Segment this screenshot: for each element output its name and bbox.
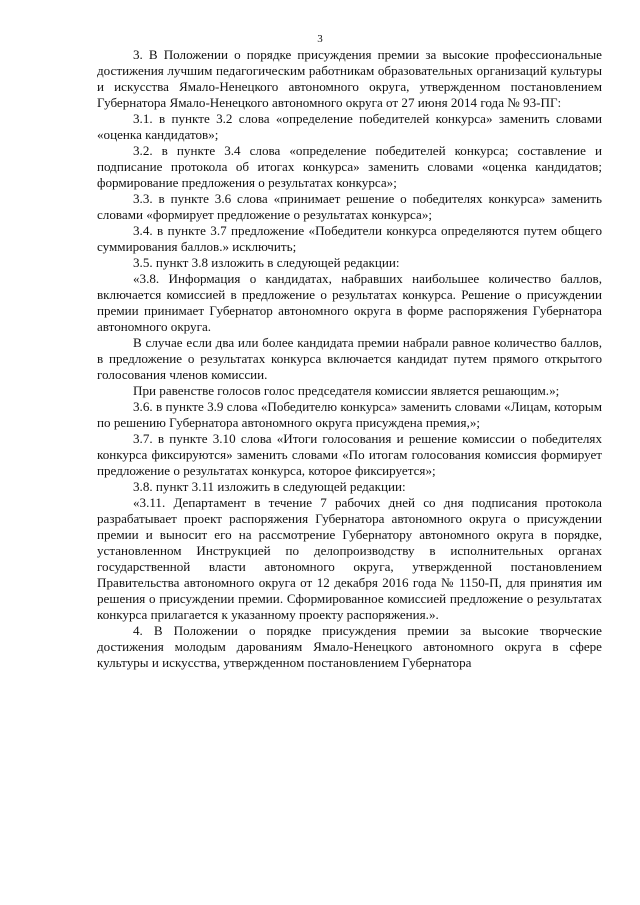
paragraph-3-7: 3.7. в пункте 3.10 слова «Итоги голосования и решение комиссии о победителях конкурса фиксируются» заменить словами «По итогам голосования комиссия формирует предложение о результатах конкурса, которое фиксируется»; [97,431,602,478]
quoted-paragraph-3-11: «3.11. Департамент в течение 7 рабочих дней со дня подписания протокола разрабатывает проект распоряжения Губернатора автономного округа о присуждении премии и выносит его на рассмотрение Губернатору автономного округа в порядке, установленном Инструкцией по делопроизводству в исполнительных органах государственной власти автономного округа, утвержденной постановлением Правительства автономного округа от 12 декабря 2016 года № 1150-П, для принятия им решения о присуждении премии. Сформированное комиссией предложение о результатах конкурса прилагается к указанному проекту распоряжения.». [97,495,602,622]
paragraph-3-6: 3.6. в пункте 3.9 слова «Победителю конкурса» заменить словами «Лицам, которым по решению Губернатора автономного округа присуждена премия,»; [97,399,602,430]
quoted-paragraph-3-8: «3.8. Информация о кандидатах, набравших наибольшее количество баллов, включается комиссией в предложение о результатах конкурса. Решение о присуждении премии принимает Губернатор автономного округа в форме распоряжения Губернатора автономного округа. [97,271,602,334]
paragraph-3-1: 3.1. в пункте 3.2 слова «определение победителей конкурса» заменить словами «оценка кандидатов»; [97,111,602,142]
paragraph-4: 4. В Положении о порядке присуждения премии за высокие творческие достижения молодым дарованиям Ямало-Ненецкого автономного округа в сфере культуры и искусства, утвержденном постановлением Губернатора [97,623,602,670]
paragraph-3-5: 3.5. пункт 3.8 изложить в следующей редакции: [133,255,400,270]
paragraph-3: 3. В Положении о порядке присуждения премии за высокие профессиональные достижения лучшим педагогическим работникам образовательных организаций культуры и искусства Ямало-Ненецкого автономного округа, утвержденном постановлением Губернатора Ямало-Ненецкого автономного округа от 27 июня 2014 года № 93-ПГ: [97,47,602,110]
document-body [97,47,602,671]
quoted-paragraph-tie-vote: При равенстве голосов голос председателя комиссии является решающим.»; [133,383,560,398]
quoted-paragraph-equal-score: В случае если два или более кандидата премии набрали равное количество баллов, в предложение о результатах конкурса включается кандидат путем прямого открытого голосования членов комиссии. [97,335,602,382]
page-number: 3 [317,33,323,45]
paragraph-3-2: 3.2. в пункте 3.4 слова «определение победителей конкурса; составление и подписание протокола об итогах конкурса» заменить словами «оценка кандидатов; формирование предложения о результатах конкурса»; [97,143,602,190]
paragraph-3-8: 3.8. пункт 3.11 изложить в следующей редакции: [133,479,406,494]
paragraph-3-3: 3.3. в пункте 3.6 слова «принимает решение о победителях конкурса» заменить словами «формирует предложение о результатах конкурса»; [97,191,602,222]
paragraph-3-4: 3.4. в пункте 3.7 предложение «Победители конкурса определяются путем общего суммирования баллов.» исключить; [97,223,602,254]
